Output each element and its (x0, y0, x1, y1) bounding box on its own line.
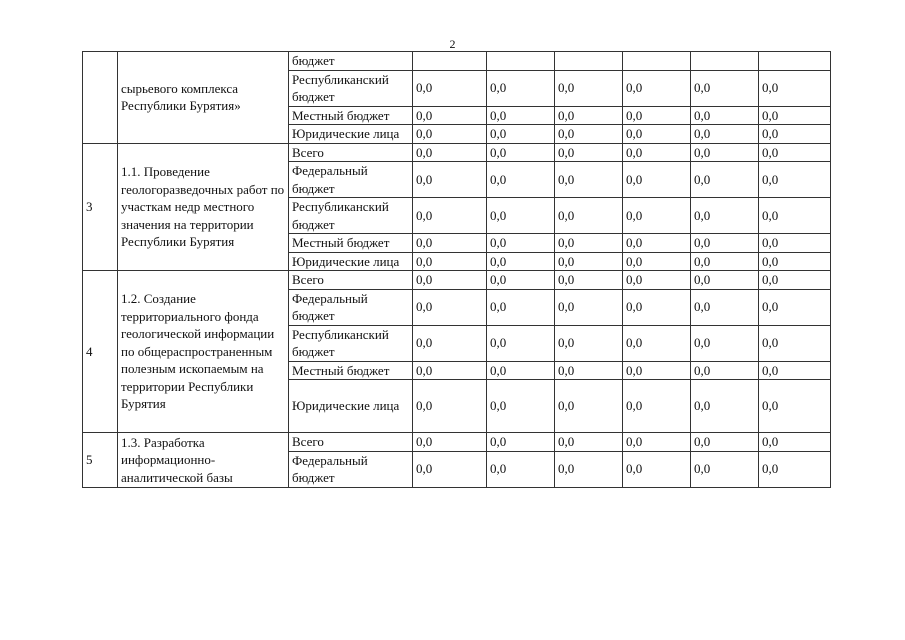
value-cell: 0,0 (759, 451, 831, 487)
value-cell: 0,0 (623, 252, 691, 271)
value-cell: 0,0 (759, 361, 831, 380)
value-cell: 0,0 (555, 162, 623, 198)
funding-source: Федеральный бюджет (289, 162, 413, 198)
value-cell: 0,0 (413, 162, 487, 198)
value-cell: 0,0 (555, 252, 623, 271)
value-cell: 0,0 (413, 289, 487, 325)
value-cell: 0,0 (623, 125, 691, 144)
budget-table-body (83, 52, 831, 488)
value-cell: 0,0 (691, 380, 759, 433)
value-cell: 0,0 (555, 325, 623, 361)
value-cell: 0,0 (623, 162, 691, 198)
value-cell (487, 52, 555, 71)
value-cell: 0,0 (487, 125, 555, 144)
value-cell: 0,0 (623, 271, 691, 290)
row-number: 3 (83, 143, 118, 271)
value-cell: 0,0 (413, 106, 487, 125)
value-cell: 0,0 (691, 162, 759, 198)
value-cell: 0,0 (555, 451, 623, 487)
value-cell: 0,0 (413, 325, 487, 361)
value-cell: 0,0 (691, 234, 759, 253)
funding-source: Республиканский бюджет (289, 70, 413, 106)
value-cell: 0,0 (413, 451, 487, 487)
value-cell: 0,0 (691, 433, 759, 452)
value-cell: 0,0 (759, 433, 831, 452)
value-cell: 0,0 (555, 234, 623, 253)
value-cell: 0,0 (759, 234, 831, 253)
value-cell: 0,0 (759, 252, 831, 271)
value-cell: 0,0 (623, 234, 691, 253)
value-cell: 0,0 (413, 380, 487, 433)
value-cell: 0,0 (487, 325, 555, 361)
funding-source: Всего (289, 433, 413, 452)
value-cell: 0,0 (759, 289, 831, 325)
measure-name: 1.2. Создание территориального фонда геологической информации по общераспространенным полезным ископаемым на территории Республики Бурятия (118, 271, 289, 433)
value-cell: 0,0 (623, 70, 691, 106)
row-number: 5 (83, 433, 118, 488)
value-cell: 0,0 (623, 289, 691, 325)
value-cell (691, 52, 759, 71)
value-cell: 0,0 (759, 271, 831, 290)
row-number: 4 (83, 271, 118, 433)
value-cell: 0,0 (413, 125, 487, 144)
value-cell: 0,0 (413, 234, 487, 253)
value-cell: 0,0 (691, 271, 759, 290)
value-cell: 0,0 (487, 106, 555, 125)
funding-source: Местный бюджет (289, 106, 413, 125)
value-cell: 0,0 (487, 198, 555, 234)
funding-source: Юридические лица (289, 380, 413, 433)
funding-source: Республиканский бюджет (289, 198, 413, 234)
funding-source: Местный бюджет (289, 361, 413, 380)
value-cell: 0,0 (623, 361, 691, 380)
value-cell: 0,0 (623, 106, 691, 125)
funding-source: бюджет (289, 52, 413, 71)
value-cell: 0,0 (759, 106, 831, 125)
value-cell: 0,0 (555, 271, 623, 290)
value-cell: 0,0 (487, 380, 555, 433)
funding-source: Республиканский бюджет (289, 325, 413, 361)
value-cell: 0,0 (413, 252, 487, 271)
value-cell: 0,0 (555, 380, 623, 433)
value-cell: 0,0 (487, 451, 555, 487)
value-cell: 0,0 (759, 198, 831, 234)
value-cell: 0,0 (413, 198, 487, 234)
table-row (83, 143, 831, 162)
value-cell: 0,0 (691, 325, 759, 361)
value-cell: 0,0 (413, 361, 487, 380)
measure-name: 1.1. Проведение геологоразведочных работ по участкам недр местного значения на территории Республики Бурятия (118, 143, 289, 271)
value-cell: 0,0 (759, 325, 831, 361)
value-cell: 0,0 (623, 380, 691, 433)
value-cell: 0,0 (487, 271, 555, 290)
value-cell: 0,0 (555, 106, 623, 125)
value-cell: 0,0 (623, 325, 691, 361)
value-cell: 0,0 (487, 162, 555, 198)
table-row (83, 271, 831, 290)
value-cell (759, 52, 831, 71)
value-cell: 0,0 (691, 252, 759, 271)
value-cell: 0,0 (623, 451, 691, 487)
value-cell: 0,0 (759, 143, 831, 162)
table-row (83, 433, 831, 452)
value-cell (413, 52, 487, 71)
row-number (83, 52, 118, 144)
value-cell: 0,0 (691, 106, 759, 125)
value-cell: 0,0 (691, 143, 759, 162)
measure-name: сырьевого комплекса Республики Бурятия» (118, 52, 289, 144)
value-cell: 0,0 (623, 433, 691, 452)
value-cell: 0,0 (759, 70, 831, 106)
funding-source: Юридические лица (289, 125, 413, 144)
value-cell: 0,0 (623, 143, 691, 162)
value-cell: 0,0 (487, 289, 555, 325)
funding-source: Юридические лица (289, 252, 413, 271)
value-cell: 0,0 (759, 162, 831, 198)
value-cell: 0,0 (691, 198, 759, 234)
value-cell: 0,0 (691, 451, 759, 487)
value-cell (623, 52, 691, 71)
value-cell: 0,0 (759, 380, 831, 433)
funding-source: Местный бюджет (289, 234, 413, 253)
value-cell: 0,0 (691, 125, 759, 144)
value-cell: 0,0 (691, 70, 759, 106)
value-cell: 0,0 (623, 198, 691, 234)
page-number: 2 (449, 37, 456, 51)
value-cell: 0,0 (487, 143, 555, 162)
value-cell: 0,0 (413, 143, 487, 162)
budget-table (82, 51, 831, 488)
value-cell: 0,0 (555, 125, 623, 144)
measure-name: 1.3. Разработка информационно-аналитической базы (118, 433, 289, 488)
value-cell: 0,0 (487, 70, 555, 106)
value-cell: 0,0 (413, 70, 487, 106)
value-cell: 0,0 (691, 361, 759, 380)
value-cell: 0,0 (487, 433, 555, 452)
funding-source: Федеральный бюджет (289, 451, 413, 487)
funding-source: Федеральный бюджет (289, 289, 413, 325)
value-cell: 0,0 (487, 234, 555, 253)
value-cell: 0,0 (691, 289, 759, 325)
funding-source: Всего (289, 143, 413, 162)
value-cell: 0,0 (413, 433, 487, 452)
table-row (83, 52, 831, 71)
value-cell: 0,0 (759, 125, 831, 144)
value-cell: 0,0 (413, 271, 487, 290)
value-cell: 0,0 (555, 70, 623, 106)
value-cell: 0,0 (555, 433, 623, 452)
value-cell: 0,0 (555, 289, 623, 325)
value-cell: 0,0 (555, 143, 623, 162)
value-cell: 0,0 (555, 198, 623, 234)
value-cell: 0,0 (487, 252, 555, 271)
value-cell (555, 52, 623, 71)
value-cell: 0,0 (487, 361, 555, 380)
value-cell: 0,0 (555, 361, 623, 380)
funding-source: Всего (289, 271, 413, 290)
